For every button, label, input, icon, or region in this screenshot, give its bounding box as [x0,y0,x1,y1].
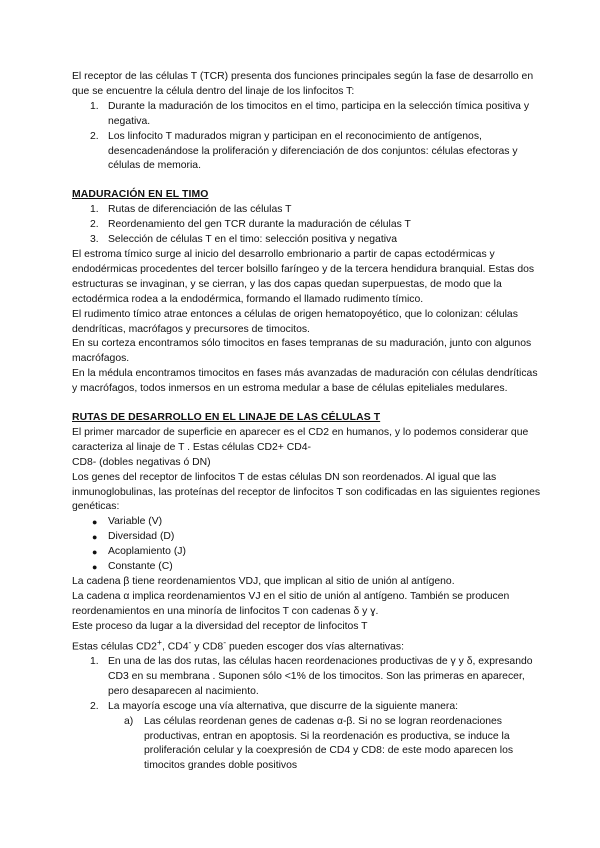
body-paragraph: La cadena α implica reordenamientos VJ en el sitio de unión al antígeno. También se producen reordenamientos en una minoría de linfocitos T con cadenas δ y ɣ. [72,590,510,617]
list-item-text: Rutas de diferenciación de las células T [108,204,292,216]
body-paragraph: En la médula encontramos timocitos en fases más avanzadas de maduración con células dendríticas y macrófagos, todos inmersos en un estroma medular a base de células epiteliales medulares. [72,368,538,395]
bullet-item [72,515,542,530]
body-paragraph: El primer marcador de superficie en aparecer es el CD2 en humanos, y lo podemos considerar que caracteriza al linaje de T . Estas células CD2+ CD4- [72,426,529,453]
body-paragraph: CD8- (dobles negativas ó DN) [72,456,211,468]
list-item [72,100,542,130]
list-item-text: Durante la maduración de los timocitos en el timo, participa en la selección tímica positiva y negativa. [108,100,530,127]
intro-list [72,100,542,175]
bullet-item [72,560,542,575]
list-item-text: Las células reordenan genes de cadenas α-β. Si no se logran reordenaciones productivas, entran en apoptosis. Si la reordenación es productiva, se induce la proliferación celular y la coexpresión de CD4 y CD8: de este modo aparecen los timocitos grandes doble positivos [144,715,514,772]
body-paragraph: Este proceso da lugar a la diversidad del receptor de linfocitos T [72,620,368,632]
superscript: - [223,636,227,647]
list-number: 3. [90,234,99,246]
list-number: 2. [90,700,99,712]
list-item-text: La mayoría escoge una vía alternativa, que discurre de la siguiente manera: [108,700,459,712]
bullet-item [72,545,542,560]
sublist-item [72,715,542,775]
body-paragraph: En su corteza encontramos sólo timocitos en fases tempranas de su maduración, junto con algunos macrófagos. [72,338,532,365]
text-fragment: , CD4 [161,641,189,653]
list-item-text: Reordenamiento del gen TCR durante la maduración de células T [108,219,411,231]
list-item-text: Selección de células T en el timo: selección positiva y negativa [108,234,397,246]
intro-paragraph: El receptor de las células T (TCR) presenta dos funciones principales según la fase de desarrollo en que se encuentre la célula dentro del linaje de los linfocitos T: [72,71,534,97]
list-item [72,233,542,248]
body-paragraph-markers [72,635,542,655]
list-item-text: Los linfocito T madurados migran y participan en el reconocimiento de antígenos, desencadenándose la proliferación y diferenciación de dos conjuntos: células efectoras y células de memoria. [108,130,518,172]
body-paragraph: Los genes del receptor de linfocitos T de estas células DN son reordenados. Al igual que las inmunoglobulinas, las proteínas del receptor de linfocitos T son codificadas en las siguientes regiones genéticas: [72,471,541,513]
bullet-text: Variable (V) [108,516,163,528]
list-item [72,130,542,175]
rutas-sublist [72,715,542,775]
list-number: 1. [90,204,99,216]
rutas-list [72,655,542,715]
list-item [72,203,542,218]
list-item [72,218,542,233]
section-heading-rutas: RUTAS DE DESARROLLO EN EL LINAJE DE LAS CÉLULAS T [72,412,381,424]
list-item [72,700,542,715]
bullet-icon: ● [92,547,98,558]
list-number: 1. [90,100,99,112]
list-number: 2. [90,219,99,231]
list-item [72,655,542,700]
gene-regions-list [72,515,542,575]
bullet-icon: ● [92,517,98,528]
section-heading-maduracion: MADURACIÓN EN EL TIMO [72,189,209,201]
body-paragraph: El rudimento tímico atrae entonces a células de origen hematopoyético, que lo colonizan: células dendríticas, macrófagos y precursores de timocitos. [72,308,518,335]
bullet-item [72,530,542,545]
maduracion-list [72,203,542,248]
body-paragraph: El estroma tímico surge al inicio del desarrollo embrionario a partir de capas ectodérmicas y endodérmicas procedentes del tercer bolsillo faríngeo y de la tercera hendidura branquial. Estas dos estructuras se invaginan, y se cierran, y las dos capas quedan superpuestas, de modo que la ectodérmica rodea a la endodérmica, formando el llamado rudimento tímico. [72,248,535,305]
list-item-text: En una de las dos rutas, las células hacen reordenaciones productivas de γ y δ, expresando CD3 en su membrana . Suponen sólo <1% de los timocitos. Son las primeras en aparecer, pero desaparecen al nacimiento. [108,656,533,697]
list-number: 1. [90,656,99,667]
superscript: - [188,636,192,647]
text-fragment: Estas células CD2 [72,641,157,653]
document-body [72,70,542,774]
bullet-text: Acoplamiento (J) [108,546,186,558]
text-fragment: pueden escoger dos vías alternativas: [226,641,404,653]
bullet-icon: ● [92,532,98,543]
list-number: 2. [90,130,99,142]
list-number: a) [124,715,134,727]
body-paragraph: La cadena β tiene reordenamientos VDJ, que implican al sitio de unión al antígeno. [72,576,455,587]
bullet-icon: ● [92,562,98,573]
superscript: + [156,636,162,647]
bullet-text: Constante (C) [108,561,173,573]
bullet-text: Diversidad (D) [108,531,175,543]
text-fragment: y CD8 [191,641,224,653]
